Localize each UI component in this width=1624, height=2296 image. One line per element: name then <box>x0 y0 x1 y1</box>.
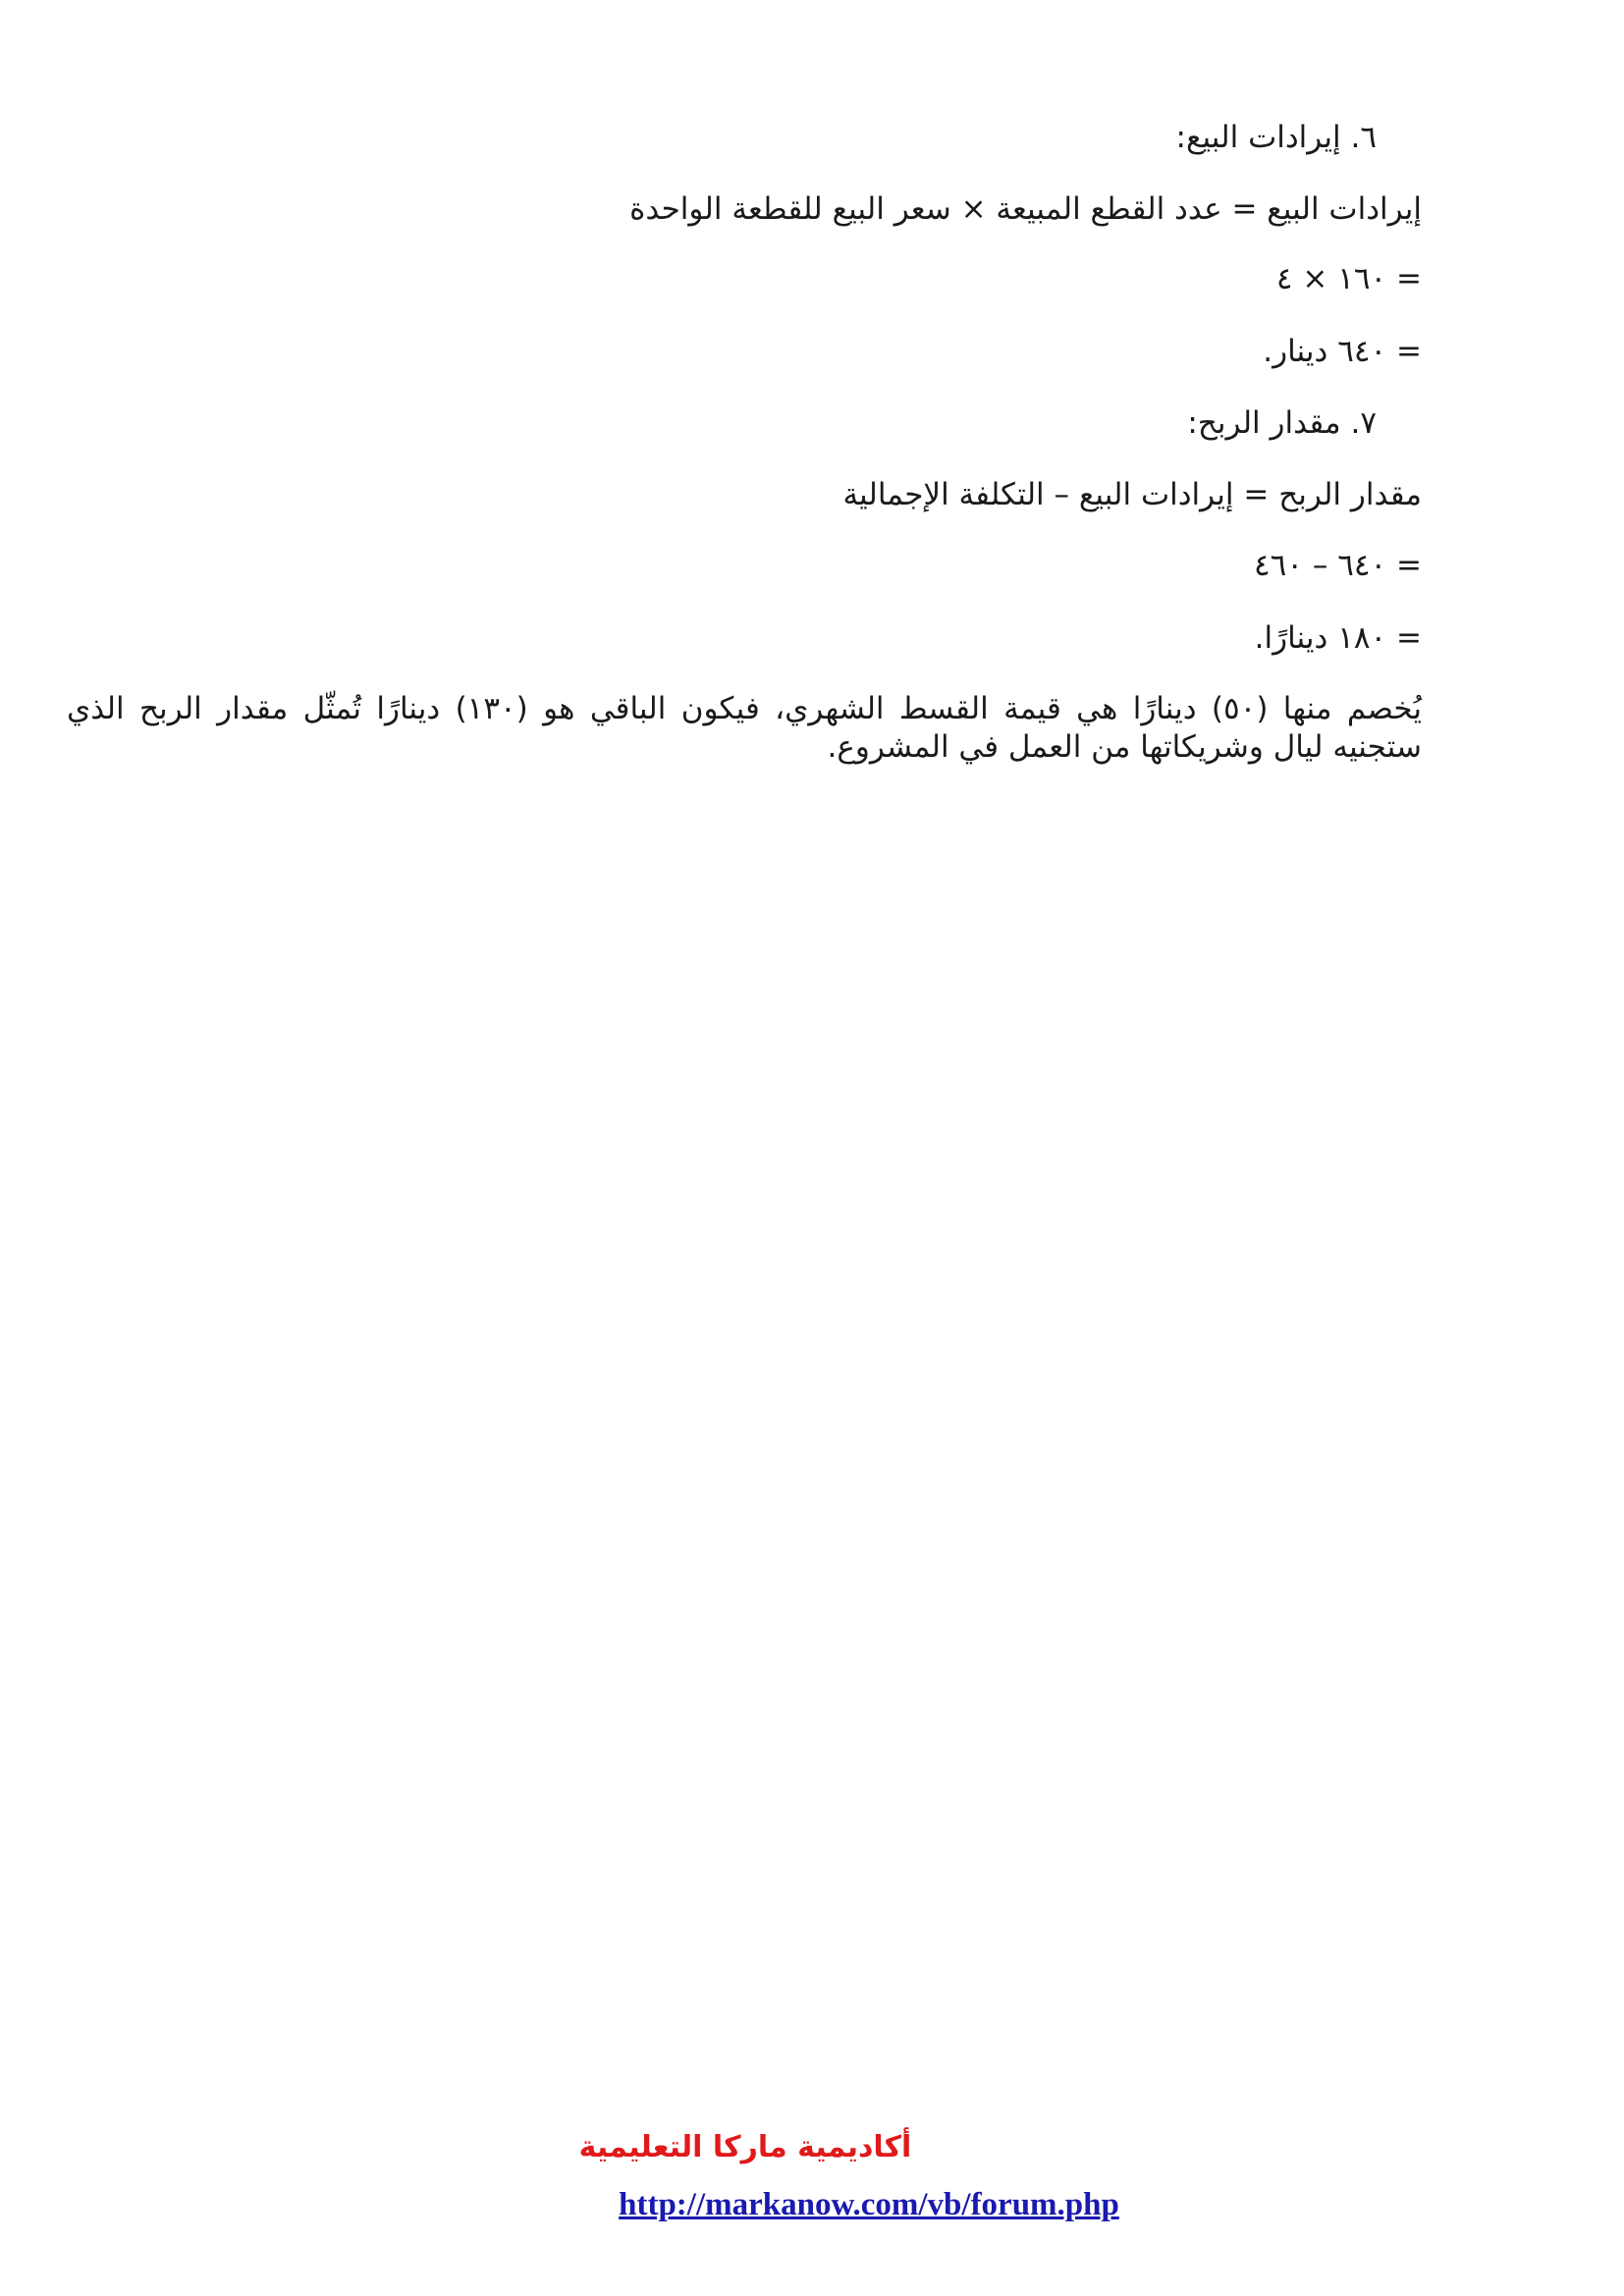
profit-result: = ١٨٠ دينارًا. <box>1254 620 1422 656</box>
footer-academy-name-text: أكاديمية ماركا التعليمية <box>578 2130 912 2164</box>
footer-link-row <box>0 2185 1624 2224</box>
profit-formula: مقدار الربح = إيرادات البيع – التكلفة الإجمالية <box>842 477 1422 512</box>
heading-profit-amount: ٧. مقدار الربح: <box>1187 405 1377 441</box>
sales-revenue-result: = ٦٤٠ دينار. <box>1263 334 1422 369</box>
sales-revenue-formula: إيرادات البيع = عدد القطع المبيعة × سعر البيع للقطعة الواحدة <box>629 191 1422 227</box>
footer-forum-link[interactable]: http://markanow.com/vb/forum.php <box>619 2187 1119 2222</box>
closing-paragraph: يُخصم منها (٥٠) دينارًا هي قيمة القسط الشهري، فيكون الباقي هو (١٣٠) دينارًا تُمثّل مقدار الربح الذي ستجنيه ليال وشريكاتها من العمل في المشروع. <box>67 691 1422 765</box>
footer-academy-name <box>0 2128 1624 2167</box>
sales-revenue-calculation: = ١٦٠ × ٤ <box>1275 261 1422 296</box>
heading-sales-revenue: ٦. إيرادات البيع: <box>1175 120 1377 155</box>
profit-calculation: = ٦٤٠ – ٤٦٠ <box>1254 548 1422 583</box>
